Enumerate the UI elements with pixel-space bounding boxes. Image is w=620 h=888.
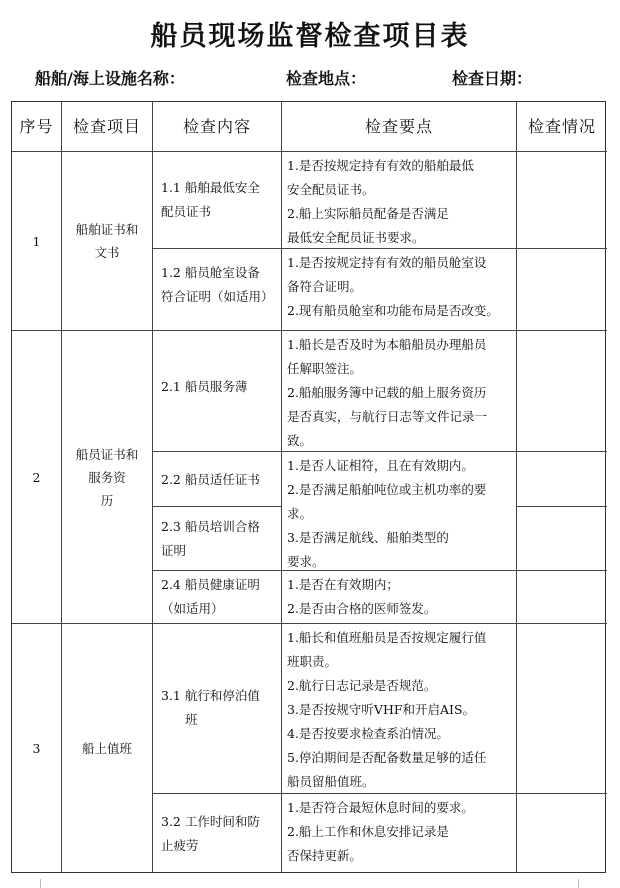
result-cell[interactable] [517, 571, 607, 624]
content-line: 班 [185, 712, 198, 727]
point-line: 2.现有船员舱室和功能布局是否改变。 [287, 303, 499, 318]
group-no: 3 [12, 624, 62, 872]
point-line: 任解职签注。 [287, 361, 363, 376]
item-line: 船员证书和 [75, 446, 139, 462]
content-line: 3.1 航行和停泊值 [161, 688, 260, 703]
group-no: 2 [12, 331, 62, 624]
point-line: 2.是否由合格的医师签发。 [287, 601, 437, 616]
point-line: 班职责。 [287, 654, 338, 669]
point-line: 2.船上实际船员配备是否满足 [287, 206, 449, 221]
points-cell [282, 152, 517, 249]
result-cell[interactable] [517, 331, 607, 452]
point-line: 求。 [287, 506, 313, 521]
point-line: 1.船长是否及时为本船船员办理船员 [287, 337, 487, 352]
inspection-date-label: 检查日期： [452, 69, 533, 88]
content-line: 2.2 船员适任证书 [161, 472, 260, 487]
result-cell[interactable] [517, 507, 607, 571]
content-cell [153, 571, 282, 624]
points-cell [282, 624, 517, 794]
content-line: 1.1 船舶最低安全 [161, 180, 260, 195]
result-cell[interactable] [517, 249, 607, 331]
page-corner-mark [0, 879, 41, 888]
content-line: 2.4 船员健康证明 [161, 577, 260, 592]
group-item [62, 331, 153, 624]
point-line: 安全配员证书。 [287, 182, 375, 197]
content-line: 止疲劳 [161, 838, 199, 853]
header-item: 检查项目 [62, 102, 153, 152]
point-line: 要求。 [287, 554, 325, 569]
vessel-name-label: 船舶/海上设施名称： [35, 69, 185, 88]
point-line: 5.停泊期间是否配备数量足够的适任 [287, 750, 487, 765]
point-line: 备符合证明。 [287, 279, 363, 294]
header-content: 检查内容 [153, 102, 282, 152]
result-cell[interactable] [517, 452, 607, 507]
content-cell [153, 624, 282, 794]
point-line: 否保持更新。 [287, 848, 363, 863]
item-line: 船舶证书和 [75, 222, 139, 237]
result-cell[interactable] [517, 152, 607, 249]
group-item [62, 624, 153, 872]
point-line: 4.是否按要求检查系泊情况。 [287, 726, 449, 741]
header-points: 检查要点 [282, 102, 517, 152]
content-line: 符合证明（如适用） [161, 289, 274, 304]
header-no: 序号 [12, 102, 62, 152]
inspection-place-label: 检查地点： [286, 69, 367, 88]
item-line: 历 [100, 492, 114, 508]
point-line: 1.是否在有效期内； [287, 577, 399, 592]
point-line: 2.船舶服务簿中记载的船上服务资历 [287, 385, 487, 400]
content-cell [153, 152, 282, 249]
point-line: 最低安全配员证书要求。 [287, 230, 425, 245]
point-line: 3.是否按规守听VHF和开启AIS。 [287, 702, 476, 717]
points-cell [282, 571, 517, 624]
content-line: 证明 [161, 543, 187, 558]
page-corner-mark [578, 879, 620, 888]
content-line: 3.2 工作时间和防 [161, 814, 260, 829]
header-result: 检查情况 [517, 102, 607, 152]
item-line: 船上值班 [81, 740, 132, 756]
group-item [62, 152, 153, 331]
point-line: 1.是否符合最短休息时间的要求。 [287, 800, 474, 815]
point-line: 1.是否按规定持有有效的船舶最低 [287, 158, 474, 173]
group-no: 1 [12, 152, 62, 331]
item-line: 服务资 [88, 469, 126, 485]
content-line: 1.2 船员舱室设备 [161, 265, 260, 280]
inspection-table [11, 101, 606, 873]
point-line: 2.航行日志记录是否规范。 [287, 678, 437, 693]
point-line: 2.是否满足船舶吨位或主机功率的要 [287, 482, 487, 497]
result-cell[interactable] [517, 794, 607, 872]
points-cell [282, 794, 517, 872]
content-cell [153, 794, 282, 872]
points-cell [282, 452, 517, 571]
content-cell [153, 452, 282, 507]
content-line: （如适用） [161, 601, 224, 616]
content-cell [153, 331, 282, 452]
page-title: 船员现场监督检查项目表 [150, 21, 470, 52]
point-line: 1.是否按规定持有有效的船员舱室设 [287, 255, 487, 270]
point-line: 1.船长和值班船员是否按规定履行值 [287, 630, 487, 645]
result-cell[interactable] [517, 624, 607, 794]
point-line: 3.是否满足航线、船舶类型的 [287, 530, 449, 545]
points-cell [282, 331, 517, 452]
point-line: 是否真实，与航行日志等文件记录一 [287, 409, 488, 424]
content-line: 2.1 船员服务薄 [161, 379, 248, 394]
point-line: 致。 [287, 433, 313, 448]
item-line: 文书 [94, 245, 120, 260]
content-line: 2.3 船员培训合格 [161, 519, 260, 534]
points-cell [282, 249, 517, 331]
content-cell [153, 249, 282, 331]
point-line: 1.是否人证相符，且在有效期内。 [287, 458, 474, 473]
point-line: 2.船上工作和休息安排记录是 [287, 824, 449, 839]
content-cell [153, 507, 282, 571]
content-line: 配员证书 [161, 204, 212, 219]
point-line: 船员留船值班。 [287, 774, 375, 789]
